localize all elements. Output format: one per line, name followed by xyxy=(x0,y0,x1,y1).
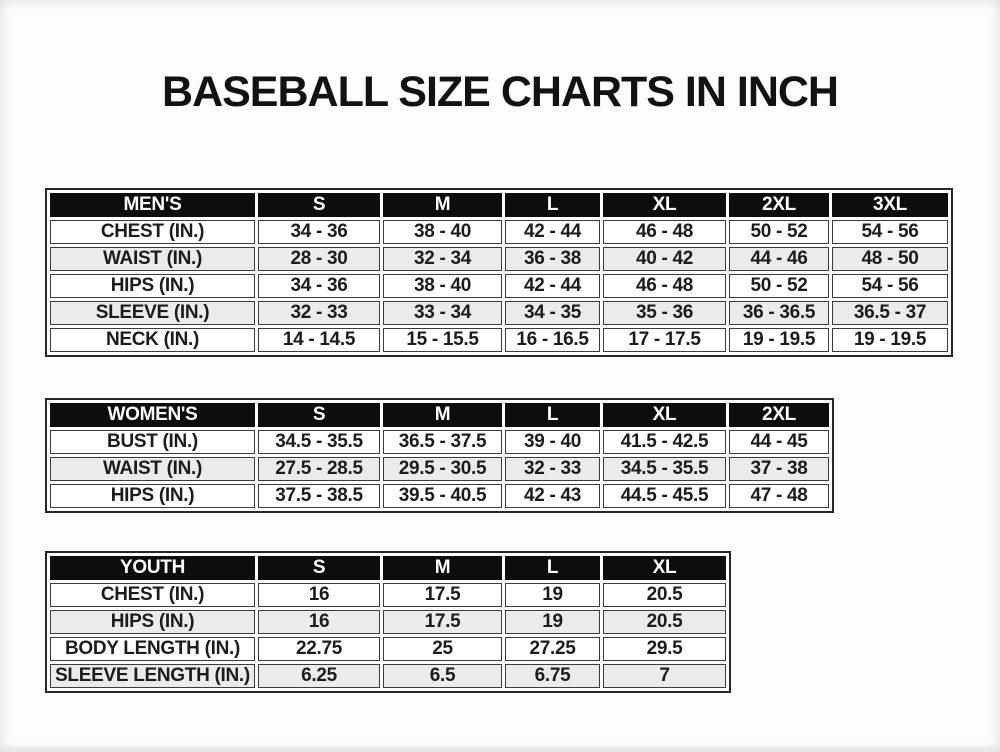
size-value: 46 - 48 xyxy=(603,220,726,244)
womens-size-table xyxy=(45,398,834,513)
size-value: 19 - 19.5 xyxy=(729,328,829,352)
column-header-l: L xyxy=(505,403,600,427)
size-value: 29.5 - 30.5 xyxy=(383,457,502,481)
size-value: 19 xyxy=(505,610,600,634)
row-label: WAIST (IN.) xyxy=(50,457,255,481)
youth-table-title: YOUTH xyxy=(50,556,255,580)
size-value: 42 - 44 xyxy=(505,220,600,244)
size-value: 16 xyxy=(258,610,380,634)
page-title: BASEBALL SIZE CHARTS IN INCH xyxy=(162,68,838,116)
size-value: 34.5 - 35.5 xyxy=(258,430,380,454)
column-header-s: S xyxy=(258,556,380,580)
size-value: 32 - 33 xyxy=(505,457,600,481)
row-label: CHEST (IN.) xyxy=(50,220,255,244)
table-row xyxy=(50,457,829,481)
youth-header-row xyxy=(50,556,726,580)
size-value: 19 - 19.5 xyxy=(832,328,948,352)
size-value: 38 - 40 xyxy=(383,274,502,298)
row-label: BUST (IN.) xyxy=(50,430,255,454)
size-value: 6.5 xyxy=(383,664,502,688)
womens-header-row xyxy=(50,403,829,427)
table-row xyxy=(50,664,726,688)
size-value: 54 - 56 xyxy=(832,274,948,298)
row-label: HIPS (IN.) xyxy=(50,274,255,298)
womens-table-title: WOMEN'S xyxy=(50,403,255,427)
size-value: 34 - 36 xyxy=(258,220,380,244)
size-value: 54 - 56 xyxy=(832,220,948,244)
column-header-2xl: 2XL xyxy=(729,403,829,427)
table-row xyxy=(50,247,948,271)
column-header-m: M xyxy=(383,556,502,580)
size-value: 20.5 xyxy=(603,583,726,607)
size-value: 32 - 33 xyxy=(258,301,380,325)
row-label: HIPS (IN.) xyxy=(50,610,255,634)
mens-size-table xyxy=(45,188,953,357)
size-value: 33 - 34 xyxy=(383,301,502,325)
size-value: 37 - 38 xyxy=(729,457,829,481)
column-header-xl: XL xyxy=(603,193,726,217)
size-value: 15 - 15.5 xyxy=(383,328,502,352)
size-value: 28 - 30 xyxy=(258,247,380,271)
size-value: 48 - 50 xyxy=(832,247,948,271)
size-value: 34 - 35 xyxy=(505,301,600,325)
table-row xyxy=(50,328,948,352)
size-value: 22.75 xyxy=(258,637,380,661)
size-value: 40 - 42 xyxy=(603,247,726,271)
table-row xyxy=(50,610,726,634)
size-value: 35 - 36 xyxy=(603,301,726,325)
size-value: 39.5 - 40.5 xyxy=(383,484,502,508)
column-header-l: L xyxy=(505,556,600,580)
size-value: 36.5 - 37.5 xyxy=(383,430,502,454)
table-row xyxy=(50,484,829,508)
size-value: 25 xyxy=(383,637,502,661)
size-value: 44 - 45 xyxy=(729,430,829,454)
size-value: 44 - 46 xyxy=(729,247,829,271)
size-value: 6.75 xyxy=(505,664,600,688)
row-label: SLEEVE (IN.) xyxy=(50,301,255,325)
size-value: 17 - 17.5 xyxy=(603,328,726,352)
mens-table-title: MEN'S xyxy=(50,193,255,217)
size-value: 27.5 - 28.5 xyxy=(258,457,380,481)
youth-size-table xyxy=(45,551,731,693)
size-value: 7 xyxy=(603,664,726,688)
column-header-3xl: 3XL xyxy=(832,193,948,217)
column-header-xl: XL xyxy=(603,556,726,580)
size-value: 16 - 16.5 xyxy=(505,328,600,352)
size-value: 36 - 36.5 xyxy=(729,301,829,325)
size-value: 16 xyxy=(258,583,380,607)
size-value: 50 - 52 xyxy=(729,220,829,244)
row-label: WAIST (IN.) xyxy=(50,247,255,271)
size-value: 37.5 - 38.5 xyxy=(258,484,380,508)
size-value: 42 - 44 xyxy=(505,274,600,298)
size-value: 20.5 xyxy=(603,610,726,634)
table-row xyxy=(50,274,948,298)
size-value: 14 - 14.5 xyxy=(258,328,380,352)
column-header-xl: XL xyxy=(603,403,726,427)
row-label: HIPS (IN.) xyxy=(50,484,255,508)
size-value: 39 - 40 xyxy=(505,430,600,454)
size-value: 17.5 xyxy=(383,610,502,634)
size-value: 17.5 xyxy=(383,583,502,607)
column-header-l: L xyxy=(505,193,600,217)
row-label: CHEST (IN.) xyxy=(50,583,255,607)
mens-header-row xyxy=(50,193,948,217)
row-label: NECK (IN.) xyxy=(50,328,255,352)
size-value: 50 - 52 xyxy=(729,274,829,298)
size-value: 32 - 34 xyxy=(383,247,502,271)
table-row xyxy=(50,301,948,325)
size-value: 38 - 40 xyxy=(383,220,502,244)
size-value: 36 - 38 xyxy=(505,247,600,271)
size-value: 34 - 36 xyxy=(258,274,380,298)
row-label: BODY LENGTH (IN.) xyxy=(50,637,255,661)
row-label: SLEEVE LENGTH (IN.) xyxy=(50,664,255,688)
column-header-2xl: 2XL xyxy=(729,193,829,217)
column-header-s: S xyxy=(258,193,380,217)
table-row xyxy=(50,220,948,244)
size-value: 42 - 43 xyxy=(505,484,600,508)
size-value: 34.5 - 35.5 xyxy=(603,457,726,481)
table-row xyxy=(50,637,726,661)
column-header-m: M xyxy=(383,403,502,427)
column-header-m: M xyxy=(383,193,502,217)
size-value: 19 xyxy=(505,583,600,607)
size-value: 41.5 - 42.5 xyxy=(603,430,726,454)
size-value: 29.5 xyxy=(603,637,726,661)
size-value: 27.25 xyxy=(505,637,600,661)
size-value: 46 - 48 xyxy=(603,274,726,298)
table-row xyxy=(50,583,726,607)
size-value: 44.5 - 45.5 xyxy=(603,484,726,508)
table-row xyxy=(50,430,829,454)
size-value: 36.5 - 37 xyxy=(832,301,948,325)
size-value: 6.25 xyxy=(258,664,380,688)
size-value: 47 - 48 xyxy=(729,484,829,508)
column-header-s: S xyxy=(258,403,380,427)
